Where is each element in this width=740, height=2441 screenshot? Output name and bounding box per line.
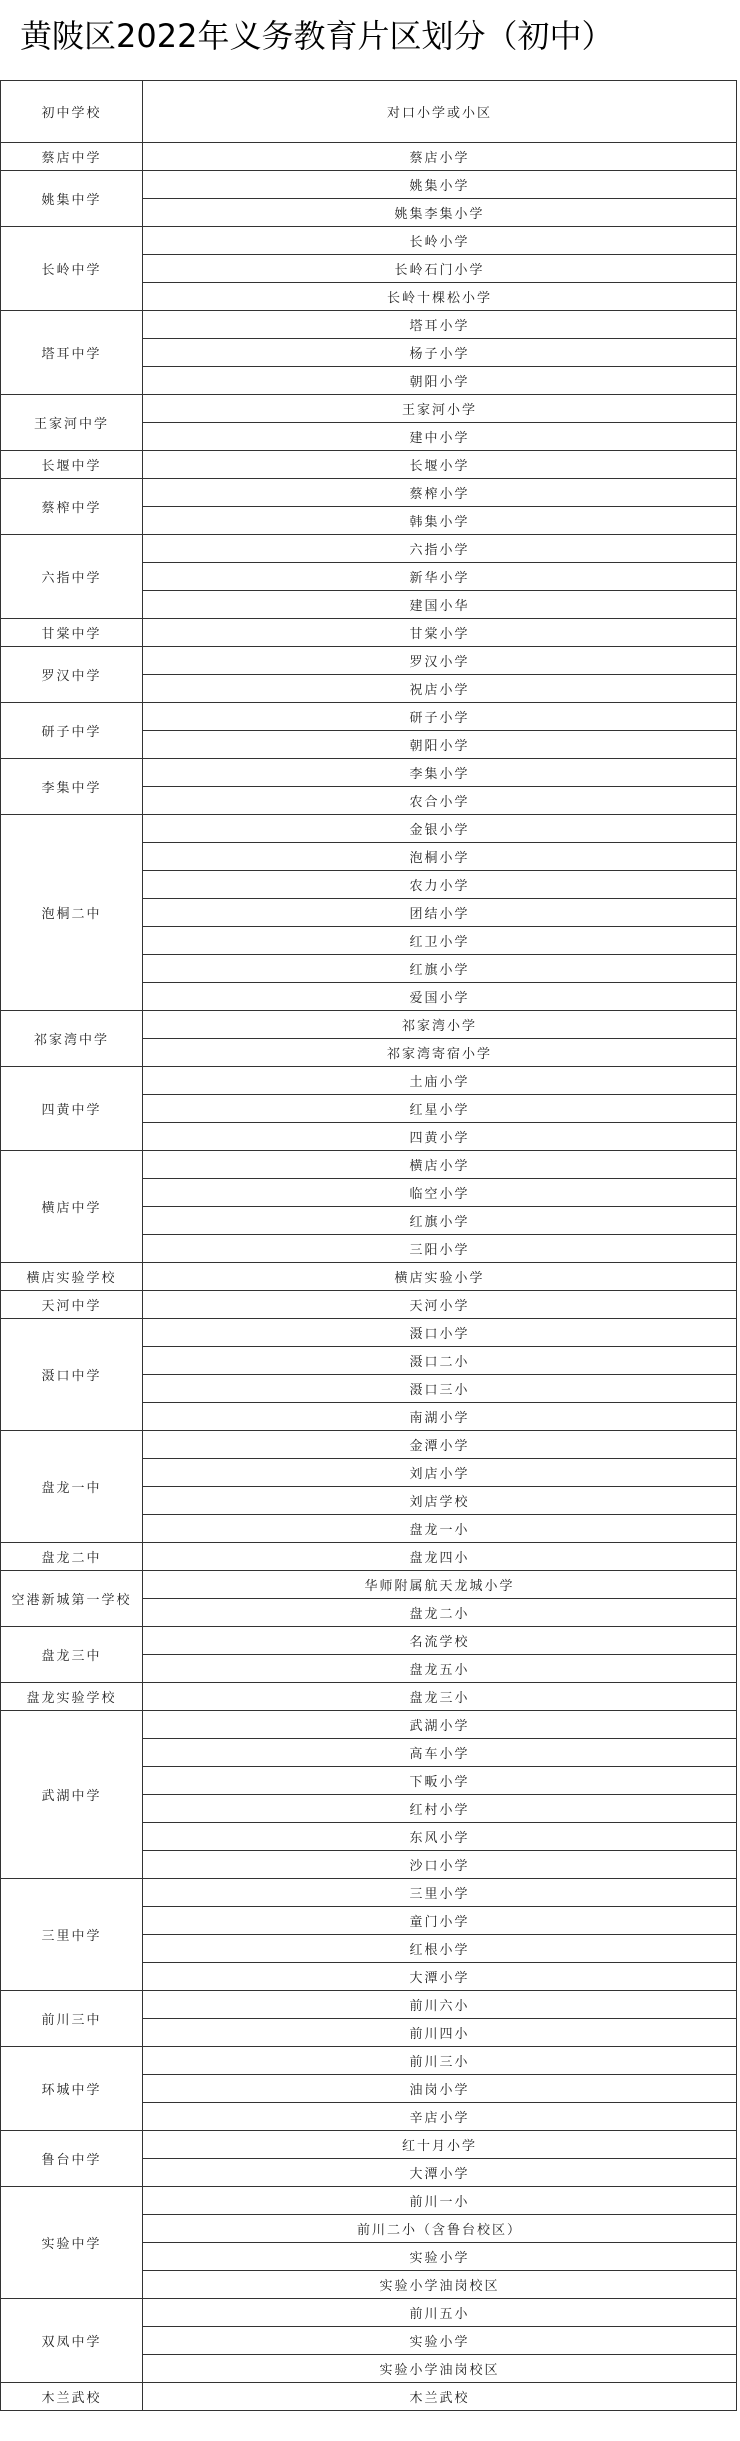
middle-school-cell: 泡桐二中 — [1, 815, 143, 1011]
table-row — [1, 759, 737, 787]
table-row — [1, 1711, 737, 1739]
primary-school-cell: 四黄小学 — [143, 1123, 737, 1151]
primary-school-cell: 塔耳小学 — [143, 311, 737, 339]
table-row — [1, 1263, 737, 1291]
primary-school-cell: 李集小学 — [143, 759, 737, 787]
header-middle-school: 初中学校 — [1, 81, 143, 143]
primary-school-cell: 金银小学 — [143, 815, 737, 843]
middle-school-cell: 横店中学 — [1, 1151, 143, 1263]
primary-school-cell: 前川一小 — [143, 2187, 737, 2215]
primary-school-cell: 前川五小 — [143, 2299, 737, 2327]
middle-school-cell: 环城中学 — [1, 2047, 143, 2131]
primary-school-cell: 土庙小学 — [143, 1067, 737, 1095]
middle-school-cell: 罗汉中学 — [1, 647, 143, 703]
primary-school-cell: 蔡榨小学 — [143, 479, 737, 507]
table-row — [1, 619, 737, 647]
primary-school-cell: 罗汉小学 — [143, 647, 737, 675]
primary-school-cell: 横店小学 — [143, 1151, 737, 1179]
primary-school-cell: 红十月小学 — [143, 2131, 737, 2159]
table-row — [1, 2299, 737, 2327]
primary-school-cell: 朝阳小学 — [143, 367, 737, 395]
table-row — [1, 171, 737, 199]
primary-school-cell: 横店实验小学 — [143, 1263, 737, 1291]
primary-school-cell: 建中小学 — [143, 423, 737, 451]
table-row — [1, 2131, 737, 2159]
primary-school-cell: 金潭小学 — [143, 1431, 737, 1459]
table-row — [1, 535, 737, 563]
middle-school-cell: 空港新城第一学校 — [1, 1571, 143, 1627]
primary-school-cell: 实验小学 — [143, 2327, 737, 2355]
middle-school-cell: 木兰武校 — [1, 2383, 143, 2411]
middle-school-cell: 盘龙一中 — [1, 1431, 143, 1543]
primary-school-cell: 前川六小 — [143, 1991, 737, 2019]
primary-school-cell: 前川三小 — [143, 2047, 737, 2075]
primary-school-cell: 爱国小学 — [143, 983, 737, 1011]
primary-school-cell: 前川四小 — [143, 2019, 737, 2047]
primary-school-cell: 滠口二小 — [143, 1347, 737, 1375]
table-row — [1, 1431, 737, 1459]
middle-school-cell: 双凤中学 — [1, 2299, 143, 2383]
table-row — [1, 1571, 737, 1599]
primary-school-cell: 祝店小学 — [143, 675, 737, 703]
middle-school-cell: 蔡榨中学 — [1, 479, 143, 535]
middle-school-cell: 蔡店中学 — [1, 143, 143, 171]
table-row — [1, 2383, 737, 2411]
primary-school-cell: 团结小学 — [143, 899, 737, 927]
middle-school-cell: 塔耳中学 — [1, 311, 143, 395]
primary-school-cell: 童门小学 — [143, 1907, 737, 1935]
primary-school-cell: 武湖小学 — [143, 1711, 737, 1739]
middle-school-cell: 实验中学 — [1, 2187, 143, 2299]
middle-school-cell: 李集中学 — [1, 759, 143, 815]
table-row — [1, 1627, 737, 1655]
table-row — [1, 1879, 737, 1907]
primary-school-cell: 天河小学 — [143, 1291, 737, 1319]
primary-school-cell: 滠口三小 — [143, 1375, 737, 1403]
primary-school-cell: 前川二小（含鲁台校区） — [143, 2215, 737, 2243]
primary-school-cell: 韩集小学 — [143, 507, 737, 535]
middle-school-cell: 前川三中 — [1, 1991, 143, 2047]
primary-school-cell: 南湖小学 — [143, 1403, 737, 1431]
table-row — [1, 1011, 737, 1039]
middle-school-cell: 甘棠中学 — [1, 619, 143, 647]
middle-school-cell: 天河中学 — [1, 1291, 143, 1319]
page-title: 黄陂区2022年义务教育片区划分（初中） — [20, 17, 614, 55]
primary-school-cell: 盘龙三小 — [143, 1683, 737, 1711]
primary-school-cell: 三阳小学 — [143, 1235, 737, 1263]
primary-school-cell: 蔡店小学 — [143, 143, 737, 171]
primary-school-cell: 华师附属航天龙城小学 — [143, 1571, 737, 1599]
primary-school-cell: 盘龙一小 — [143, 1515, 737, 1543]
table-row — [1, 2187, 737, 2215]
middle-school-cell: 祁家湾中学 — [1, 1011, 143, 1067]
primary-school-cell: 研子小学 — [143, 703, 737, 731]
primary-school-cell: 大潭小学 — [143, 1963, 737, 1991]
primary-school-cell: 杨子小学 — [143, 339, 737, 367]
primary-school-cell: 临空小学 — [143, 1179, 737, 1207]
middle-school-cell: 王家河中学 — [1, 395, 143, 451]
primary-school-cell: 朝阳小学 — [143, 731, 737, 759]
primary-school-cell: 六指小学 — [143, 535, 737, 563]
primary-school-cell: 盘龙二小 — [143, 1599, 737, 1627]
primary-school-cell: 大潭小学 — [143, 2159, 737, 2187]
primary-school-cell: 农力小学 — [143, 871, 737, 899]
primary-school-cell: 刘店学校 — [143, 1487, 737, 1515]
table-row — [1, 703, 737, 731]
table-row — [1, 1319, 737, 1347]
table-row — [1, 451, 737, 479]
table-header-row — [1, 81, 737, 143]
primary-school-cell: 东风小学 — [143, 1823, 737, 1851]
middle-school-cell: 六指中学 — [1, 535, 143, 619]
primary-school-cell: 三里小学 — [143, 1879, 737, 1907]
primary-school-cell: 下畈小学 — [143, 1767, 737, 1795]
primary-school-cell: 滠口小学 — [143, 1319, 737, 1347]
primary-school-cell: 名流学校 — [143, 1627, 737, 1655]
primary-school-cell: 红旗小学 — [143, 1207, 737, 1235]
table-row — [1, 1151, 737, 1179]
table-row — [1, 1991, 737, 2019]
primary-school-cell: 长岭小学 — [143, 227, 737, 255]
table-row — [1, 1683, 737, 1711]
table-row — [1, 395, 737, 423]
middle-school-cell: 长堰中学 — [1, 451, 143, 479]
middle-school-cell: 盘龙二中 — [1, 1543, 143, 1571]
primary-school-cell: 实验小学 — [143, 2243, 737, 2271]
middle-school-cell: 横店实验学校 — [1, 1263, 143, 1291]
middle-school-cell: 武湖中学 — [1, 1711, 143, 1879]
primary-school-cell: 祁家湾小学 — [143, 1011, 737, 1039]
table-row — [1, 311, 737, 339]
primary-school-cell: 红星小学 — [143, 1095, 737, 1123]
primary-school-cell: 红村小学 — [143, 1795, 737, 1823]
district-table — [0, 80, 737, 2411]
table-row — [1, 143, 737, 171]
primary-school-cell: 泡桐小学 — [143, 843, 737, 871]
middle-school-cell: 盘龙实验学校 — [1, 1683, 143, 1711]
middle-school-cell: 盘龙三中 — [1, 1627, 143, 1683]
primary-school-cell: 木兰武校 — [143, 2383, 737, 2411]
middle-school-cell: 三里中学 — [1, 1879, 143, 1991]
primary-school-cell: 长岭十棵松小学 — [143, 283, 737, 311]
primary-school-cell: 辛店小学 — [143, 2103, 737, 2131]
primary-school-cell: 祁家湾寄宿小学 — [143, 1039, 737, 1067]
primary-school-cell: 农合小学 — [143, 787, 737, 815]
primary-school-cell: 盘龙四小 — [143, 1543, 737, 1571]
primary-school-cell: 实验小学油岗校区 — [143, 2271, 737, 2299]
table-row — [1, 1067, 737, 1095]
primary-school-cell: 油岗小学 — [143, 2075, 737, 2103]
primary-school-cell: 刘店小学 — [143, 1459, 737, 1487]
primary-school-cell: 建国小华 — [143, 591, 737, 619]
table-row — [1, 647, 737, 675]
table-row — [1, 479, 737, 507]
middle-school-cell: 姚集中学 — [1, 171, 143, 227]
primary-school-cell: 红卫小学 — [143, 927, 737, 955]
primary-school-cell: 王家河小学 — [143, 395, 737, 423]
middle-school-cell: 长岭中学 — [1, 227, 143, 311]
primary-school-cell: 姚集小学 — [143, 171, 737, 199]
primary-school-cell: 甘棠小学 — [143, 619, 737, 647]
primary-school-cell: 长堰小学 — [143, 451, 737, 479]
primary-school-cell: 长岭石门小学 — [143, 255, 737, 283]
primary-school-cell: 实验小学油岗校区 — [143, 2355, 737, 2383]
table-row — [1, 1291, 737, 1319]
middle-school-cell: 研子中学 — [1, 703, 143, 759]
primary-school-cell: 高车小学 — [143, 1739, 737, 1767]
middle-school-cell: 鲁台中学 — [1, 2131, 143, 2187]
middle-school-cell: 四黄中学 — [1, 1067, 143, 1151]
middle-school-cell: 滠口中学 — [1, 1319, 143, 1431]
table-row — [1, 227, 737, 255]
primary-school-cell: 红根小学 — [143, 1935, 737, 1963]
primary-school-cell: 盘龙五小 — [143, 1655, 737, 1683]
table-body — [1, 143, 737, 2411]
primary-school-cell: 红旗小学 — [143, 955, 737, 983]
header-primary-school: 对口小学或小区 — [143, 81, 737, 143]
table-row — [1, 1543, 737, 1571]
primary-school-cell: 沙口小学 — [143, 1851, 737, 1879]
table-row — [1, 2047, 737, 2075]
primary-school-cell: 姚集李集小学 — [143, 199, 737, 227]
primary-school-cell: 新华小学 — [143, 563, 737, 591]
table-row — [1, 815, 737, 843]
